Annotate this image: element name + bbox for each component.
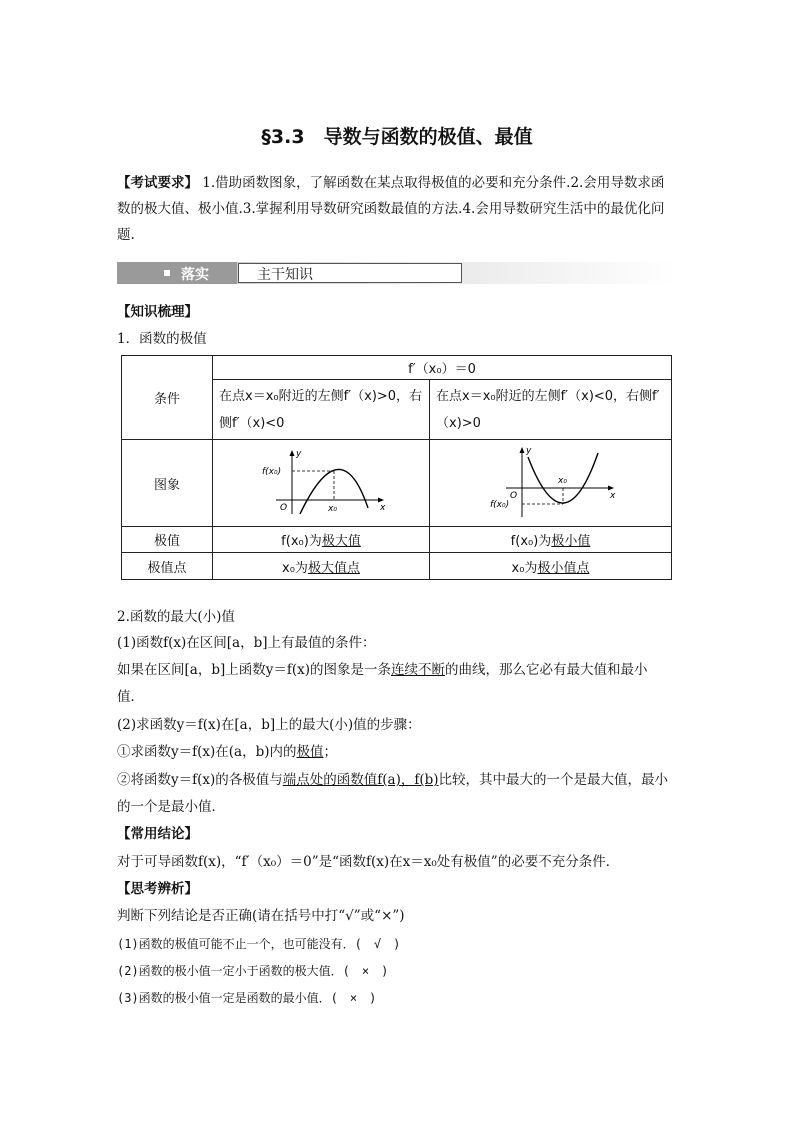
graph-min-x0: x₀: [557, 476, 567, 486]
section1-title: 1．函数的极值: [117, 331, 207, 347]
judge-item: (3)函数的极小值一定是函数的最小值．( × ): [117, 991, 377, 1005]
value-max: f(x₀)为极大值: [213, 527, 430, 553]
section-banner: [117, 262, 677, 284]
conclusion-heading: 【常用结论】: [117, 826, 198, 842]
knowledge-heading: 【知识梳理】: [117, 304, 198, 320]
requirements-label: 【考试要求】: [117, 175, 198, 191]
section2-p2: 如果在区间[a，b]上函数y＝f(x)的图象是一条连续不断的曲线，那么它必有最大值和最小: [117, 662, 648, 678]
condition-max: 在点x＝x₀附近的左侧f′（x)>0，右侧f′（x)<0: [213, 380, 430, 440]
judge-item: (2)函数的极小值一定小于函数的极大值．( × ): [117, 964, 389, 978]
section2-p5-end: 的一个是最小值．: [117, 799, 225, 815]
banner-right-label: 主干知识: [257, 267, 313, 283]
graph-max-cell: [213, 440, 430, 527]
graph-max-fx0: f(x₀): [262, 467, 282, 477]
extremum-table: [121, 355, 672, 580]
row-label-condition: 条件: [122, 356, 213, 440]
banner-left-label: 落实: [181, 267, 209, 283]
graph-min-cell: [430, 440, 672, 527]
square-icon: [164, 270, 170, 276]
graph-min-y-label: y: [525, 446, 531, 456]
section2-p3: (2)求函数y＝f(x)在[a，b]上的最大(小)值的步骤：: [117, 717, 421, 733]
point-min: x₀为极小值点: [430, 553, 672, 580]
graph-min-fx0: f(x₀): [489, 500, 509, 510]
page-title: §3.3 导数与函数的极值、最值: [261, 126, 533, 148]
graph-min-origin: O: [509, 491, 517, 501]
section2-p5: ②将函数y＝f(x)的各极值与端点处的函数值f(a)，f(b)比较，其中最大的一个是最大值，最小: [117, 772, 669, 788]
row-label-value: 极值: [122, 527, 213, 553]
section2-p1: (1)函数f(x)在区间[a，b]上有最值的条件：: [117, 635, 376, 651]
conclusion-text: 对于可导函数f(x)，“f′（x₀）＝0”是“函数f(x)在x＝x₀处有极值”的必要不充分条件．: [117, 854, 620, 870]
exam-requirements: [117, 170, 677, 248]
judge-intro: 判断下列结论是否正确(请在括号中打“√”或“×”): [117, 908, 405, 924]
section2-p4: ①求函数y＝f(x)在(a，b)内的极值；: [117, 744, 337, 760]
section2-title: 2.函数的最大(小)值: [117, 609, 235, 625]
graph-max-origin: O: [280, 503, 288, 513]
derivative-zero: f′（x₀）＝0: [213, 356, 672, 380]
row-label-point: 极值点: [122, 553, 213, 580]
requirements-text: 1.借助函数图象，了解函数在某点取得极值的必要和充分条件.2.会用导数求函数的极大值、极小值.3.掌握利用导数研究函数最值的方法.4.会用导数研究生活中的最优化问题.: [117, 175, 665, 243]
graph-max-x0: x₀: [328, 504, 337, 514]
graph-max: [256, 448, 386, 518]
judge-heading: 【思考辨析】: [117, 881, 198, 897]
condition-min: 在点x＝x₀附近的左侧f′（x)<0，右侧f′（x)>0: [430, 380, 672, 440]
graph-max-y-label: y: [296, 449, 302, 459]
row-label-graph: 图象: [122, 440, 213, 527]
point-max: x₀为极大值点: [213, 553, 430, 580]
section2-p2-end: 值．: [117, 689, 144, 705]
judge-item: (1)函数的极值可能不止一个，也可能没有．( √ ): [117, 937, 401, 951]
graph-min-x-label: x: [609, 491, 615, 501]
graph-min: [486, 445, 616, 521]
value-min: f(x₀)为极小值: [430, 527, 672, 553]
graph-max-x-label: x: [380, 503, 386, 513]
